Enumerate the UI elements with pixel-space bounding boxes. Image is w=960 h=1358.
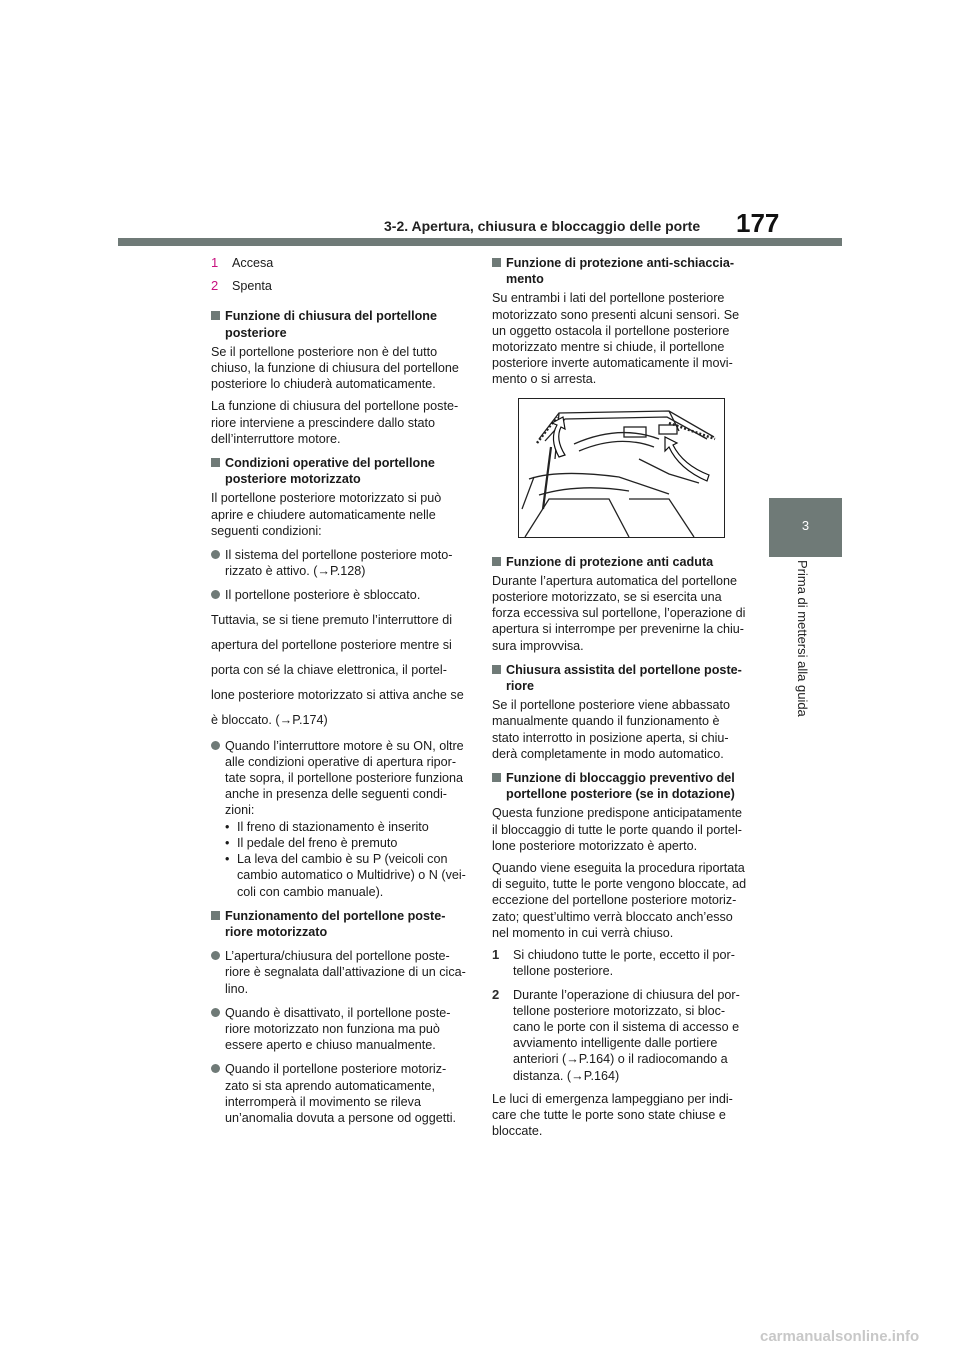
bullet-item: Quando l’interruttore motore è su ON, oltre alle condizioni operative di apertura ripor-tate sopra, il portellone posteriore funziona anche in presenza delle seguenti condi-zioni: • Il freno di stazionamento è inserito • Il pedale del freno è premuto • La leva del cambio è su P (veicoli con cambio automatico o Multidrive) o N (vei-coli con cambio manuale). <box>211 738 467 900</box>
section-heading: Funzione di bloccaggio preventivo del portellone posteriore (se in dotazione) <box>492 770 748 802</box>
page-number: 177 <box>736 208 780 238</box>
step-item: 1 Si chiudono tutte le porte, eccetto il por-tellone posteriore. <box>492 947 735 979</box>
square-bullet-icon <box>492 665 501 674</box>
circle-bullet-icon <box>211 1064 220 1073</box>
paragraph-line: apertura del portellone posteriore mentre si <box>211 637 452 652</box>
paragraph-line: porta con sé la chiave elettronica, il portel- <box>211 663 447 678</box>
watermark: carmanualsonline.info <box>760 1328 920 1345</box>
sub-item: • Il freno di stazionamento è inserito <box>225 819 429 834</box>
paragraph: La funzione di chiusura del portellone poste-riore interviene a prescindere dallo stato dell’interruttore motore. <box>211 399 459 446</box>
step-item: 2 Durante l’operazione di chiusura del por-tellone posteriore motorizzato, si bloc-cano le porte con il sistema di accesso e avviamento intelligente dalle portiere anteriori (→P.164) o il radiocomando a distanza. (→P.164) <box>492 986 740 1083</box>
left-column <box>211 253 467 1132</box>
paragraph-line: Tuttavia, se si tiene premuto l’interruttore di <box>211 612 453 627</box>
chapter-number: 3 <box>801 518 810 533</box>
bullet-item: Quando il portellone posteriore motoriz-zato si sta aprendo automaticamente, interromperà il movimento se rileva un’anomalia dovuta a persone od oggetti. <box>211 1061 467 1126</box>
section-heading: Condizioni operative del portellone posteriore motorizzato <box>211 455 467 487</box>
step-text: Accesa <box>232 256 274 270</box>
paragraph: Il portellone posteriore motorizzato si può aprire e chiudere automaticamente nelle seguenti condizioni: <box>211 491 442 538</box>
circle-bullet-icon <box>211 951 220 960</box>
paragraph: Durante l’apertura automatica del portellone posteriore motorizzato, se si esercita una forza eccessiva sul portellone, l’operazione di apertura si interrompe per prevenirne la chiu-sura improvvisa. <box>492 573 746 653</box>
paragraph: Su entrambi i lati del portellone posteriore motorizzato sono presenti alcuni sensori. Se un oggetto ostacola il portellone posteriore motorizzato mentre si chiude, il portellone posteriore inverte automaticamente il movi-mento o si arresta. <box>492 291 740 387</box>
square-bullet-icon <box>211 311 220 320</box>
section-heading: Chiusura assistita del portellone poste-riore <box>492 662 748 694</box>
circle-bullet-icon <box>211 550 220 559</box>
step-item <box>211 255 467 271</box>
square-bullet-icon <box>492 557 501 566</box>
square-bullet-icon <box>211 911 220 920</box>
square-bullet-icon <box>211 458 220 467</box>
section-heading: Funzionamento del portellone poste-riore motorizzato <box>211 908 467 940</box>
square-bullet-icon <box>492 773 501 782</box>
circle-bullet-icon <box>211 1008 220 1017</box>
paragraph-line: lone posteriore motorizzato si attiva anche se <box>211 688 464 703</box>
paragraph: Quando viene eseguita la procedura riportata di seguito, tutte le porte vengono bloccate, ad eccezione del portellone posteriore motoriz-zato; quest’ultimo verrà bloccato anch’esso nel momento in cui verrà chiuso. <box>492 861 747 940</box>
bullet-item: Il portellone posteriore è sbloccato. <box>211 587 467 603</box>
section-title: 3-2. Apertura, chiusura e bloccaggio delle porte <box>384 218 701 234</box>
sub-item: • Il pedale del freno è premuto <box>225 835 398 850</box>
paragraph: Se il portellone posteriore viene abbassato manualmente quando il funzionamento è stato interrotto in posizione aperta, si chiu-derà completamente in modo automatico. <box>492 698 731 761</box>
step-number: 2 <box>211 278 219 294</box>
step-number: 1 <box>492 947 500 963</box>
paragraph: Questa funzione predispone anticipatamente il bloccaggio di tutte le porte quando il portel-lone posteriore motorizzato è aperto. <box>492 806 742 853</box>
circle-bullet-icon <box>211 590 220 599</box>
header-rule <box>118 238 842 246</box>
bullet-item: Il sistema del portellone posteriore moto-rizzato è attivo. (→P.128) <box>211 547 467 579</box>
paragraph-line: è bloccato. (→P.174) <box>211 713 328 728</box>
tailgate-illustration <box>518 398 725 538</box>
section-heading: Funzione di protezione anti-schiaccia-mento <box>492 255 748 287</box>
section-heading: Funzione di protezione anti caduta <box>492 554 748 570</box>
step-item <box>211 278 467 294</box>
chapter-tab <box>769 498 842 557</box>
step-number: 1 <box>211 255 219 270</box>
chapter-label: Prima di mettersi alla guida <box>795 560 810 717</box>
bullet-item: Quando è disattivato, il portellone poste-riore motorizzato non funziona ma può essere aperto e chiuso manualmente. <box>211 1005 467 1054</box>
bullet-item: L’apertura/chiusura del portellone poste-riore è segnalata dall’attivazione di un cica-lino. <box>211 948 467 997</box>
step-number: 2 <box>492 986 500 1002</box>
right-column <box>492 255 748 1145</box>
section-heading: Funzione di chiusura del portellone posteriore <box>211 308 467 340</box>
paragraph: Le luci di emergenza lampeggiano per indi-care che tutte le porte sono state chiuse e bloccate. <box>492 1091 733 1139</box>
sub-item: • La leva del cambio è su P (veicoli con cambio automatico o Multidrive) o N (vei-coli con cambio manuale). <box>225 852 466 899</box>
paragraph: Se il portellone posteriore non è del tutto chiuso, la funzione di chiusura del portellone posteriore lo chiuderà automaticamente. <box>211 344 459 392</box>
circle-bullet-icon <box>211 741 220 750</box>
square-bullet-icon <box>492 258 501 267</box>
step-text: Spenta <box>232 279 272 294</box>
tailgate-sensor-drawing <box>519 399 724 537</box>
